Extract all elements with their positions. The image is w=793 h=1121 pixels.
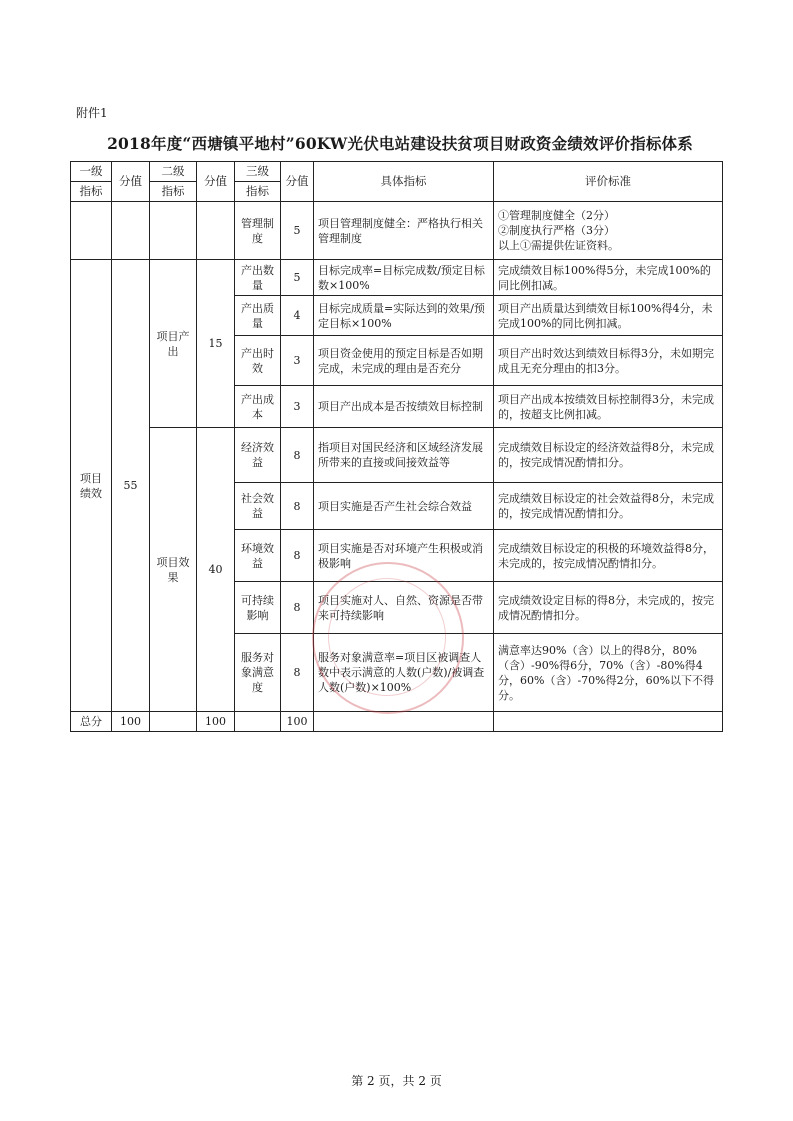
level3-name: 产出数量: [235, 260, 281, 296]
level3-name: 环境效益: [235, 530, 281, 582]
level2-name-effect: 项目效果: [150, 428, 197, 712]
level3-name: 社会效益: [235, 483, 281, 530]
level3-name: 产出时效: [235, 336, 281, 386]
level2-name-output: 项目产出: [150, 260, 197, 428]
table-row-total: [71, 712, 723, 732]
standard-line: ①管理制度健全（2分）: [498, 209, 615, 222]
level3-score: 5: [281, 260, 314, 296]
table-row-economic: [71, 428, 723, 483]
level3-score: 8: [281, 428, 314, 483]
header-level3-bottom: 指标: [235, 182, 281, 202]
evaluation-standard: 完成绩效设定目标的得8分，未完成的，按完成情况酌情扣分。: [494, 582, 723, 634]
level3-name: 经济效益: [235, 428, 281, 483]
total-level3-score: 100: [281, 712, 314, 732]
specific-indicator: 服务对象满意率=项目区被调查人数中表示满意的人数(户数)/被调查人数(户数)×100%: [314, 634, 494, 712]
attachment-label: 附件1: [76, 106, 108, 120]
level3-score: 3: [281, 336, 314, 386]
specific-indicator: 目标完成质量=实际达到的效果/预定目标×100%: [314, 296, 494, 336]
specific-indicator: 项目实施是否对环境产生积极或消极影响: [314, 530, 494, 582]
level3-score: 3: [281, 386, 314, 428]
header-level2-bottom: 指标: [150, 182, 197, 202]
specific-indicator: 项目资金使用的预定目标是否如期完成，未完成的理由是否充分: [314, 336, 494, 386]
empty-cell: [235, 712, 281, 732]
document-title: 2018年度“西塘镇平地村”60KW光伏电站建设扶贫项目财政资金绩效评价指标体系: [107, 134, 693, 153]
level3-score: 8: [281, 530, 314, 582]
level3-name: 产出成本: [235, 386, 281, 428]
specific-indicator: 项目实施对人、自然、资源是否带来可持续影响: [314, 582, 494, 634]
table-header-row-1: [71, 162, 723, 182]
empty-cell: [150, 202, 197, 260]
specific-indicator: 指项目对国民经济和区域经济发展所带来的直接或间接效益等: [314, 428, 494, 483]
header-score-2: 分值: [197, 162, 235, 202]
header-level1-top: 一级: [71, 162, 112, 182]
level2-score-output: 15: [197, 260, 235, 428]
empty-cell: [197, 202, 235, 260]
evaluation-standard: [494, 202, 723, 260]
header-level2-top: 二级: [150, 162, 197, 182]
level3-name: 管理制度: [235, 202, 281, 260]
header-score-1: 分值: [112, 162, 150, 202]
evaluation-standard: 项目产出质量达到绩效目标100%得4分，未完成100%的同比例扣减。: [494, 296, 723, 336]
level2-score-effect: 40: [197, 428, 235, 712]
standard-line: ②制度执行严格（3分）: [498, 224, 615, 237]
specific-indicator: 目标完成率=目标完成数/预定目标数×100%: [314, 260, 494, 296]
header-level3-top: 三级: [235, 162, 281, 182]
evaluation-table: [70, 161, 723, 732]
level3-name: 产出质量: [235, 296, 281, 336]
specific-indicator: 项目管理制度健全：严格执行相关管理制度: [314, 202, 494, 260]
empty-cell: [494, 712, 723, 732]
evaluation-standard: 完成绩效目标100%得5分，未完成100%的同比例扣减。: [494, 260, 723, 296]
level3-score: 8: [281, 582, 314, 634]
header-standard: 评价标准: [494, 162, 723, 202]
level3-score: 4: [281, 296, 314, 336]
level1-name: 项目绩效: [71, 260, 112, 712]
evaluation-standard: 完成绩效目标设定的积极的环境效益得8分，未完成的，按完成情况酌情扣分。: [494, 530, 723, 582]
evaluation-standard: 完成绩效目标设定的社会效益得8分，未完成的，按完成情况酌情扣分。: [494, 483, 723, 530]
evaluation-standard: 满意率达90%（含）以上的得8分，80%（含）-90%得6分，70%（含）-80%得4分，60%（含）-70%得2分，60%以下不得分。: [494, 634, 723, 712]
evaluation-standard: 完成绩效目标设定的经济效益得8分，未完成的，按完成情况酌情扣分。: [494, 428, 723, 483]
level3-score: 5: [281, 202, 314, 260]
level3-name: 服务对象满意度: [235, 634, 281, 712]
level3-name: 可持续影响: [235, 582, 281, 634]
total-level1-score: 100: [112, 712, 150, 732]
table-row-quantity: [71, 260, 723, 296]
specific-indicator: 项目产出成本是否按绩效目标控制: [314, 386, 494, 428]
total-label: 总分: [71, 712, 112, 732]
empty-cell: [314, 712, 494, 732]
empty-cell: [71, 202, 112, 260]
level3-score: 8: [281, 634, 314, 712]
header-score-3: 分值: [281, 162, 314, 202]
table-row-management: [71, 202, 723, 260]
total-level2-score: 100: [197, 712, 235, 732]
page-footer: 第 2 页，共 2 页: [351, 1074, 442, 1088]
evaluation-standard: 项目产出成本按绩效目标控制得3分，未完成的，按超支比例扣减。: [494, 386, 723, 428]
header-specific: 具体指标: [314, 162, 494, 202]
level1-score: 55: [112, 260, 150, 712]
specific-indicator: 项目实施是否产生社会综合效益: [314, 483, 494, 530]
level3-score: 8: [281, 483, 314, 530]
standard-line: 以上①需提供佐证资料。: [498, 239, 619, 252]
empty-cell: [112, 202, 150, 260]
header-level1-bottom: 指标: [71, 182, 112, 202]
evaluation-standard: 项目产出时效达到绩效目标得3分，未如期完成且无充分理由的扣3分。: [494, 336, 723, 386]
empty-cell: [150, 712, 197, 732]
